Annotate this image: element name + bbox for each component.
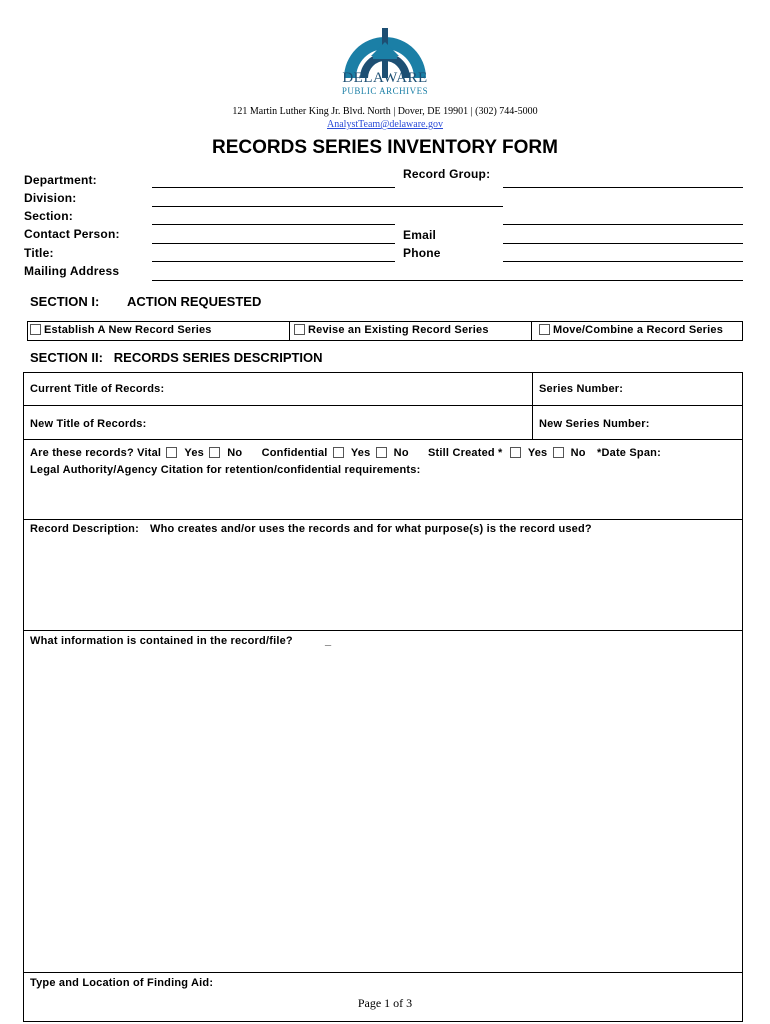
section2-title: SECTION II: RECORDS SERIES DESCRIPTION <box>30 350 323 365</box>
finding-aid-label: Type and Location of Finding Aid: <box>30 977 214 989</box>
contact-person-field[interactable] <box>152 243 395 244</box>
record-description-field[interactable] <box>27 540 739 626</box>
info-contained-cursor: _ <box>325 635 332 647</box>
info-contained-label: What information is contained in the record/file? <box>30 635 293 647</box>
establish-checkbox[interactable] <box>30 324 41 335</box>
vital-row <box>30 447 661 459</box>
section-label: Section: <box>24 209 73 223</box>
title-label: Title: <box>24 246 54 260</box>
section-field[interactable] <box>152 224 395 225</box>
info-contained-field[interactable] <box>27 652 739 968</box>
confidential-no-label: No <box>393 447 409 459</box>
record-group-field[interactable] <box>503 187 743 188</box>
email-label: Email <box>403 228 437 242</box>
new-title-label: New Title of Records: <box>30 418 147 430</box>
department-label: Department: <box>24 173 97 187</box>
current-title-field[interactable] <box>170 377 525 402</box>
section1-label: SECTION I: <box>30 294 100 309</box>
record-group-label: Record Group: <box>403 167 491 181</box>
vital-label: Are these records? Vital <box>30 447 162 459</box>
address: 121 Martin Luther King Jr. Blvd. North | Dover, DE 19901 | (302) 744-5000 <box>232 106 538 117</box>
legal-authority-field[interactable] <box>27 480 739 516</box>
option-move-combine[interactable]: Move/Combine a Record Series <box>539 324 723 336</box>
option-revise[interactable]: Revise an Existing Record Series <box>294 324 489 336</box>
date-span-label: *Date Span: <box>597 447 661 459</box>
still-created-yes-checkbox[interactable] <box>510 447 521 458</box>
finding-aid-field[interactable] <box>215 975 739 991</box>
still-created-no-label: No <box>570 447 586 459</box>
legal-authority-label: Legal Authority/Agency Citation for retention/confidential requirements: <box>30 464 421 476</box>
series-number-label: Series Number: <box>539 383 624 395</box>
title-field[interactable] <box>152 261 395 262</box>
option-establish[interactable]: Establish A New Record Series <box>30 324 212 336</box>
division-field[interactable] <box>152 206 503 207</box>
confidential-no-checkbox[interactable] <box>376 447 387 458</box>
current-title-label: Current Title of Records: <box>30 383 165 395</box>
mailing-address-label: Mailing Address <box>24 264 120 278</box>
new-series-number-label: New Series Number: <box>539 418 650 430</box>
phone-field[interactable] <box>503 261 743 262</box>
section1-title: ACTION REQUESTED <box>127 294 262 309</box>
vital-yes-label: Yes <box>184 447 204 459</box>
record-description-label: Record Description: <box>30 523 139 535</box>
phone-label: Phone <box>403 246 441 260</box>
logo-title: DELAWARE <box>342 70 428 86</box>
move-combine-checkbox[interactable] <box>539 324 550 335</box>
vital-no-label: No <box>227 447 243 459</box>
still-created-label: Still Created * <box>428 447 503 459</box>
email-link[interactable]: AnalystTeam@delaware.gov <box>327 119 443 130</box>
mailing-address-field[interactable] <box>152 280 743 281</box>
vital-no-checkbox[interactable] <box>209 447 220 458</box>
confidential-yes-label: Yes <box>350 447 371 459</box>
record-description-question: Who creates and/or uses the records and for what purpose(s) is the record used? <box>150 523 592 535</box>
vital-yes-checkbox[interactable] <box>166 447 177 458</box>
confidential-label: Confidential <box>261 447 328 459</box>
revise-checkbox[interactable] <box>294 324 305 335</box>
logo <box>330 22 440 98</box>
logo-subtitle: PUBLIC ARCHIVES <box>341 86 429 96</box>
page-number: Page 1 of 3 <box>357 996 413 1010</box>
division-label: Division: <box>24 191 77 205</box>
new-title-field[interactable] <box>150 410 525 435</box>
section-field-right[interactable] <box>503 224 743 225</box>
form-title: RECORDS SERIES INVENTORY FORM <box>212 137 558 158</box>
still-created-yes-label: Yes <box>527 447 548 459</box>
contact-person-label: Contact Person: <box>24 227 120 241</box>
department-field[interactable] <box>152 187 395 188</box>
still-created-no-checkbox[interactable] <box>553 447 564 458</box>
confidential-yes-checkbox[interactable] <box>333 447 344 458</box>
email-field[interactable] <box>503 243 743 244</box>
